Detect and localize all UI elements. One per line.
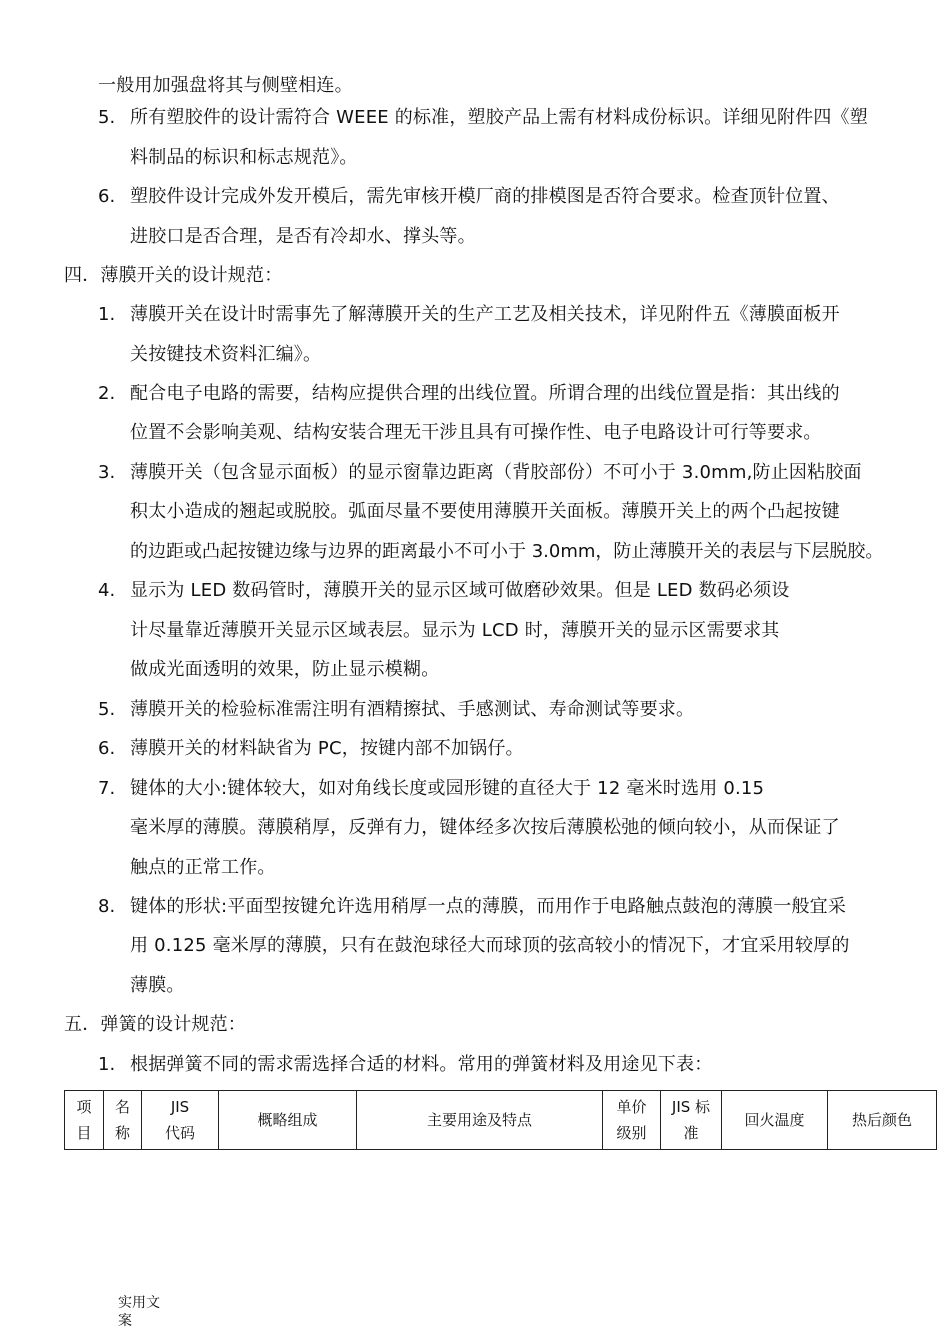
- list-number: 3.: [98, 462, 116, 483]
- text-line: 料制品的标识和标志规范》。: [130, 147, 358, 168]
- text-line: 显示为 LED 数码管时，薄膜开关的显示区域可做磨砂效果。但是 LED 数码必须设: [130, 580, 790, 601]
- text-line: 毫米厚的薄膜。薄膜稍厚，反弹有力，键体经多次按后薄膜松弛的倾向较小，从而保证了: [130, 817, 840, 838]
- text-line: 键体的形状:平面型按键允许选用稍厚一点的薄膜，而用作于电路触点鼓泡的薄膜一般宜采: [130, 896, 847, 917]
- table-header-cell: JIS 标 准: [661, 1091, 722, 1150]
- list-number: 6.: [98, 738, 116, 759]
- text-line: 薄膜开关的材料缺省为 PC，按键内部不加锅仔。: [130, 738, 524, 759]
- text-line: 进胶口是否合理，是否有冷却水、撑头等。: [130, 226, 476, 247]
- table-header-cell: 项 目: [65, 1091, 104, 1150]
- list-number: 5.: [98, 107, 116, 128]
- table-header-cell: 概略组成: [219, 1091, 357, 1150]
- spring-material-table: [64, 1090, 937, 1150]
- text-line: 薄膜。: [130, 975, 185, 996]
- text-line: 键体的大小:键体较大，如对角线长度或园形键的直径大于 12 毫米时选用 0.15: [130, 778, 765, 799]
- text-line: 一般用加强盘将其与侧壁相连。: [98, 75, 353, 96]
- table-header-cell: 回火温度: [722, 1091, 828, 1150]
- text-line: 做成光面透明的效果，防止显示模糊。: [130, 659, 440, 680]
- text-line: 薄膜开关在设计时需事先了解薄膜开关的生产工艺及相关技术，详见附件五《薄膜面板开: [130, 304, 840, 325]
- list-number: 1.: [98, 304, 116, 325]
- list-number: 5.: [98, 699, 116, 720]
- text-line: 关按键技术资料汇编》。: [130, 344, 322, 365]
- table-header-cell: 主要用途及特点: [357, 1091, 603, 1150]
- text-line: 薄膜开关（包含显示面板）的显示窗靠边距离（背胶部份）不可小于 3.0mm,防止因粘胶面: [130, 462, 862, 483]
- table-header-cell: 热后颜色: [828, 1091, 937, 1150]
- list-number: 8.: [98, 896, 116, 917]
- page-footer: 实用文案: [118, 1295, 160, 1329]
- list-number: 2.: [98, 383, 116, 404]
- list-number: 7.: [98, 778, 116, 799]
- section-heading: 四．薄膜开关的设计规范：: [64, 265, 283, 286]
- list-number: 6.: [98, 186, 116, 207]
- table-header-cell: JIS 代码: [142, 1091, 219, 1150]
- list-number: 1.: [98, 1054, 116, 1075]
- text-line: 配合电子电路的需要，结构应提供合理的出线位置。所谓合理的出线位置是指：其出线的: [130, 383, 840, 404]
- text-line: 计尽量靠近薄膜开关显示区域表层。显示为 LCD 时，薄膜开关的显示区需要求其: [130, 620, 780, 641]
- text-line: 位置不会影响美观、结构安装合理无干涉且具有可操作性、电子电路设计可行等要求。: [130, 422, 822, 443]
- table-header-cell: 单价 级别: [603, 1091, 661, 1150]
- table-header-cell: 名 称: [104, 1091, 142, 1150]
- text-line: 积太小造成的翘起或脱胶。弧面尽量不要使用薄膜开关面板。薄膜开关上的两个凸起按键: [130, 501, 840, 522]
- text-line: 塑胶件设计完成外发开模后，需先审核开模厂商的排模图是否符合要求。检查顶针位置、: [130, 186, 840, 207]
- section-heading: 五．弹簧的设计规范：: [64, 1014, 246, 1035]
- text-line: 的边距或凸起按键边缘与边界的距离最小不可小于 3.0mm，防止薄膜开关的表层与下层脱胶。: [130, 541, 884, 562]
- list-number: 4.: [98, 580, 116, 601]
- table-header-row: [65, 1091, 937, 1150]
- text-line: 所有塑胶件的设计需符合 WEEE 的标准，塑胶产品上需有材料成份标识。详细见附件四《塑: [130, 107, 868, 128]
- text-line: 用 0.125 毫米厚的薄膜，只有在鼓泡球径大而球顶的弦高较小的情况下，才宜采用较厚的: [130, 935, 850, 956]
- text-line: 根据弹簧不同的需求需选择合适的材料。常用的弹簧材料及用途见下表：: [130, 1054, 713, 1075]
- text-line: 触点的正常工作。: [130, 857, 276, 878]
- text-line: 薄膜开关的检验标准需注明有酒精擦拭、手感测试、寿命测试等要求。: [130, 699, 695, 720]
